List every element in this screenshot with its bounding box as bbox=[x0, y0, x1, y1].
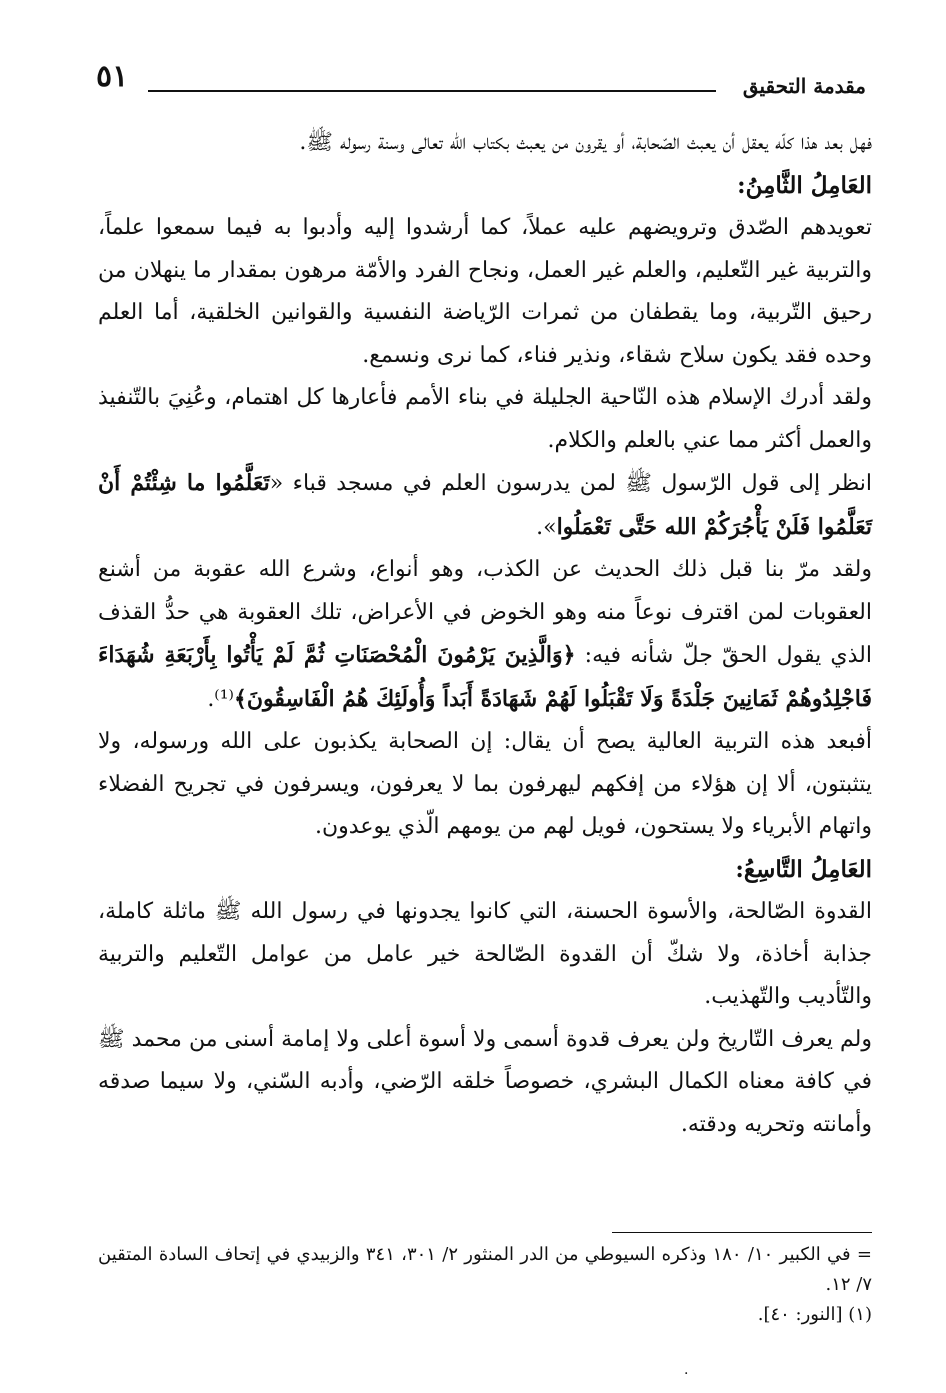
header-rule bbox=[148, 90, 716, 92]
footnotes bbox=[98, 1240, 872, 1330]
footnote-1: (١) [النور: ٤٠]. bbox=[757, 1304, 872, 1325]
paragraph-8: ولم يعرف التّاريخ ولن يعرف قدوة أسمى ولا أسوة أعلى ولا إمامة أسنى من محمد ﷺ في كافة معناه الكمال البشري، خصوصاً خلقه الرّضي، وأدبه السّني، ولا سيما صدقه وأمانته وتحريه ودقته. bbox=[98, 1026, 873, 1137]
paragraph-4 bbox=[98, 462, 872, 549]
page-number: ٥١ bbox=[96, 59, 129, 94]
stray-mark: · bbox=[684, 1366, 689, 1382]
running-title: مقدمة التحقيق bbox=[742, 74, 866, 98]
paragraph-2: تعويدهم الصّدق وترويضهم عليه عملاً، كما أرشدوا إليه وأدبوا به فيما سمعوا علماً، والتربية غير التّعليم، والعلم غير العمل، ونجاح الفرد والأمّة مرهون بمقدار ما ينهلان من رحيق التّربية، وما يقطفان من ثمرات الرّياضة النفسية والقوانين الخلقية، أما العلم وحده فقد يكون سلاح شقاء، ونذير فناء، كما نرى ونسمع. bbox=[98, 215, 872, 368]
main-text bbox=[98, 122, 872, 1146]
paragraph-3: ولقد أدرك الإسلام هذه النّاحية الجليلة في بناء الأمم فأعارها كل اهتمام، وعُنِيَ بالتّنفيذ والعمل أكثر مما عني بالعلم والكلام. bbox=[98, 385, 872, 453]
footnote-divider bbox=[612, 1232, 872, 1233]
quran-verse: ﴿وَالَّذِينَ يَرْمُونَ الْمُحْصَنَاتِ ثُمَّ لَمْ يَأْتُوا بِأَرْبَعَةِ شُهَدَاءَ فَاجْلِدُوهُمْ ثَمَانِينَ جَلْدَةً وَلَا تَقْبَلُوا لَهُمْ شَهَادَةً أَبَداً وَأُولَئِكَ هُمُ الْفَاسِقُونَ﴾ bbox=[98, 642, 872, 712]
heading-ninth-factor: العَامِلُ التَّاسِعُ: bbox=[735, 855, 872, 883]
footnote-ref-1: ⁽¹⁾. bbox=[207, 686, 234, 712]
paragraph-6: أفبعد هذه التربية العالية يصح أن يقال: إن الصحابة يكذبون على الله ورسوله، ولا يتثبتون، ألا إن هؤلاء من إفكهم ليهرفون بما لا يعرفون، ويسرفون في تجريح الفضلاء واتهام الأبرياء ولا يستحون، فويل لهم من يومهم الّذي يوعدون. bbox=[98, 729, 872, 839]
paragraph-5-text: ولقد مرّ بنا قبل ذلك الحديث عن الكذب، وهو أنواع، وشرع الله عقوبة من أشنع العقوبات لمن اقترف نوعاً منه وهو الخوض في الأعراض، تلك العقوبة هي حدُّ القذف الذي يقول الحقّ جلّ شأنه فيه: bbox=[98, 557, 872, 668]
footnote-continued: = في الكبير ١٠/ ١٨٠ وذكره السيوطي من الدر المنثور ٢/ ٣٠١، ٣٤١ والزبيدي في إتحاف السادة المتقين ٧/ ١٢. bbox=[98, 1244, 872, 1295]
paragraph-5 bbox=[98, 549, 872, 721]
paragraph-1: فهل بعد هذا كلّه يعقل أن يعبث الصّحابة، أو يقرون من يعبث بكتاب الله تعالى وسنة رسوله ﷺ. bbox=[299, 130, 872, 155]
hadith-intro: انظر إلى قول الرّسول ﷺ لمن يدرسون العلم في مسجد قباء « bbox=[269, 471, 872, 496]
hadith-close: ». bbox=[536, 514, 557, 540]
page-header bbox=[96, 59, 866, 102]
hadith-quote: تَعَلَّمُوا ما شِئْتُمْ أَنْ تَعَلَّمُوا فَلَنْ يَأْجُرَكُمْ الله حَتَّى تَعْمَلُوا bbox=[98, 470, 872, 540]
paragraph-7: القدوة الصّالحة، والأسوة الحسنة، التي كانوا يجدونها في رسول الله ﷺ ماثلة كاملة، جذابة أخاذة، ولا شكّ أن القدوة الصّالحة خير عامل من عوامل التّعليم والتربية والتّأديب والتّهذيب. bbox=[98, 899, 872, 1009]
heading-eighth-factor: العَامِلُ الثَّامِنُ: bbox=[737, 171, 872, 199]
